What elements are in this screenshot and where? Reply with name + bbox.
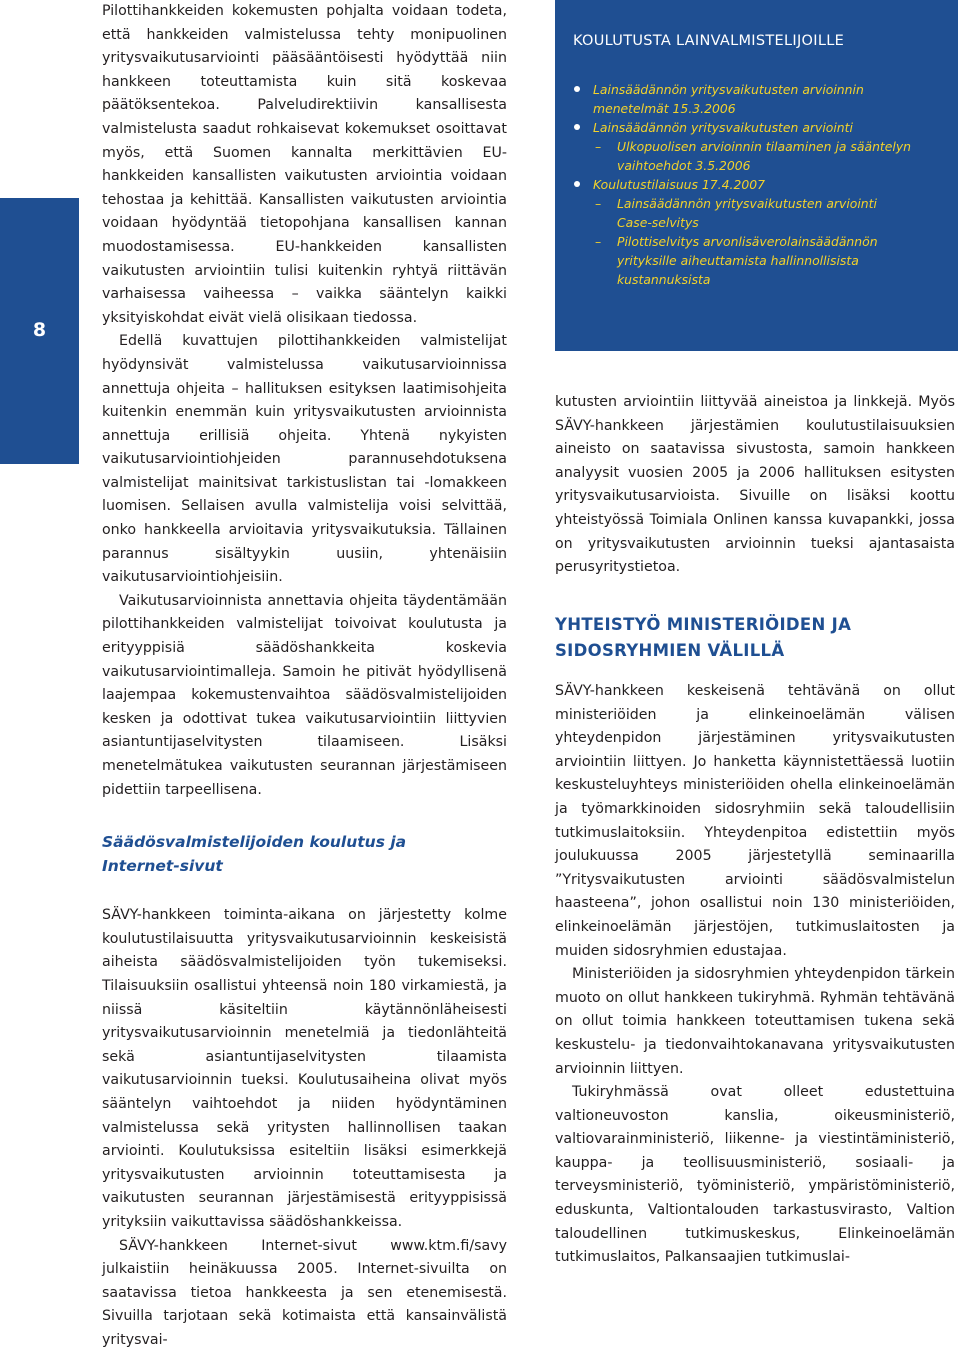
left-column [102,0,507,1352]
bullet-icon [574,181,580,187]
right-column-top [555,391,955,580]
bullet-icon [574,124,580,130]
infobox-title: KOULUTUSTA LAINVALMISTELIJOILLE [573,30,944,52]
dash-icon: – [595,232,601,251]
right-paragraph-4: Tukiryhmässä ovat olleet edustettuina valtioneuvoston kanslia, oikeusministeriö, valtiovarainministeriö, liikenne- ja viestintäministeriö, kauppa- ja teollisuusministeriö, sosiaali- ja terveysministeriö, työministeriö, ympäristöministeriö, eduskunta, Valtiontalouden tarkastusvirasto, Valtion taloudellinen tutkimuskeskus, Elinkeinoelämän tutkimuslaitos, Palkansaajien tutkimuslai- [555,1081,955,1270]
training-list [573,80,944,289]
section-subheading [102,830,507,878]
dash-icon: – [595,137,601,156]
dash-icon: – [595,194,601,213]
bullet-icon [574,86,580,92]
section-heading [555,612,955,664]
training-infobox [555,0,958,351]
heading-line-1: YHTEISTYÖ MINISTERIÖIDEN JA [555,612,955,638]
left-paragraph-3: Vaikutusarvioinnista annettavia ohjeita täydentämään pilottihankkeiden valmistelijat toivoivat koulutusta ja erityyppisiä säädöshankkeita koskevia vaikutusarviointimalleja. Samoin he pitivät hyödyllisenä laajempaa kokemustenvaihtoa säädösvalmistelijoiden kesken ja odottivat tukea vaikutusarviointiin liittyvien asiantuntijaselvitysten tilaamiseen. Lisäksi menetelmätukea vaikutusten seurannan järjestämiseen pidettiin tarpeellisena. [102,590,507,802]
list-item: Lainsäädännön yritysvaikutusten arviointi – Ulkopuolisen arvioinnin tilaaminen ja sääntelyn vaihtoehdot 3.5.2006 [573,118,944,175]
subheading-line-2: Internet-sivut [102,854,507,878]
list-item: Lainsäädännön yritysvaikutusten arvioinnin menetelmät 15.3.2006 [573,80,944,118]
page-number: 8 [0,318,79,342]
right-column-bottom [555,680,955,1270]
heading-line-2: SIDOSRYHMIEN VÄLILLÄ [555,638,955,664]
right-paragraph-3: Ministeriöiden ja sidosryhmien yhteydenpidon tärkein muoto on ollut hankkeen tukiryhmä. Ryhmän tehtävänä on ollut toimia hankkeen toteuttamisen tukena sekä keskustelu- ja tiedonvaihtokanavana yritysvaikutusten arvioinnin liittyen. [555,963,955,1081]
right-paragraph-2: SÄVY-hankkeen keskeisenä tehtävänä on ollut ministeriöiden ja elinkeinoelämän välisen yhteydenpidon järjestäminen yritysvaikutusten arviointiin liittyen. Jo hanketta käynnistettäessä luotiin keskusteluyhteys ministeriöiden ohella elinkeinoelämän ja työmarkkinoiden sidosryhmiin sekä taloudellisiin tutkimuslaitoksiin. Yhteydenpitoa edistettiin myös joulukuussa 2005 järjestetyllä seminaarilla ”Yritysvaikutusten arviointi säädösvalmistelun haasteena”, johon osallistui noin 130 ministeriöiden, elinkeinoelämän järjestöjen, tutkimuslaitosten ja muiden sidosryhmien edustajaa. [555,680,955,963]
left-paragraph-4: SÄVY-hankkeen toiminta-aikana on järjestetty kolme koulutustilaisuutta yritysvaikutusarvioinnin keskeisistä aiheista säädösvalmistelijoiden työn tukemiseksi. Tilaisuuksiin osallistui yhteensä noin 180 virkamiestä, ja niissä käsiteltiin käytännönläheisesti yritysvaikutusarvioinnin menetelmiä ja tiedonlähteitä sekä asiantuntijaselvitysten tilaamista vaikutusarvioinnin tueksi. Koulutusaiheina olivat myös sääntelyn vaihtoehdot ja niiden hyödyntäminen valmistelussa sekä yritysten hallinnollisen taakan arviointi. Koulutuksissa esiteltiin lisäksi esimerkkejä yritysvaikutusten arvioinnin toteuttamisesta ja vaikutusten seurannan järjestämisestä erityyppisissä yrityksiin vaikuttavissa säädöshankkeissa. [102,904,507,1234]
left-paragraph-5: SÄVY-hankkeen Internet-sivut www.ktm.fi/savy julkaistiin heinäkuussa 2005. Internet-sivuilta on saatavissa tietoa hankkeesta ja sen etenemisestä. Sivuilla tarjotaan sekä kotimaista että kansainvälistä yritysvai- [102,1235,507,1352]
subheading-line-1: Säädösvalmistelijoiden koulutus ja [102,830,507,854]
left-paragraph-1: Pilottihankkeiden kokemusten pohjalta voidaan todeta, että hankkeiden valmistelussa tehty monipuolinen yritysvaikutusarviointi pääsääntöisesti hyödyttää niin hankkeen toteuttamista kuin sitä koskevaa päätöksentekoa. Palveludirektiivin kansallisesta valmistelusta saadut rohkaisevat kokemukset osoittavat myös, että Suomen kannalta merkittävien EU-hankkeiden kansallisten vaikutusten arviointia voidaan tehostaa ja kehittää. Kansallisten vaikutusten arviointia voidaan hyödyntää tietopohjana kansallisen kannan muodostamisessa. EU-hankkeiden kansallisten vaikutusten arviointiin tulisi kuitenkin ryhtyä riittävän varhaisessa vaiheessa – vaikka sääntelyn kaikki yksityiskohdat eivät vielä olisikaan tiedossa. [102,0,507,330]
right-paragraph-1: kutusten arviointiin liittyvää aineistoa ja linkkejä. Myös SÄVY-hankkeen järjestämien koulutustilaisuuksien aineisto on saatavissa sivustosta, samoin hankkeen analyysit vuosien 2005 ja 2006 hallituksen esitysten yritysvaikutusarvioista. Sivuille on lisäksi koottu yhteistyössä Toimiala Onlinen kanssa kuvapankki, jossa on yritysvaikutusten arvioinnin tueksi ajantasaista perusyritystietoa. [555,391,955,580]
list-item: Koulutustilaisuus 17.4.2007 – Lainsäädännön yritysvaikutusten arviointi Case-selvitys – Pilottiselvitys arvonlisäverolainsäädännön yrityksille aiheuttamista hallinnollisista kustannuksista [573,175,944,289]
left-paragraph-2: Edellä kuvattujen pilottihankkeiden valmistelijat hyödynsivät valmistelussa vaikutusarvioinnissa annettuja ohjeita – hallituksen esityksen laatimisohjeita kuitenkin enemmän kuin yritysvaikutusten arvioinnista annettuja erillisiä ohjeita. Yhtenä nykyisten vaikutusarviointiohjeiden parannusehdotuksena valmistelijat mainitsivat tarkistuslistan tai -lomakkeen luomisen. Sellaisen avulla valmistelija voisi selvittää, onko hankkeella arvioitavia yritysvaikutuksia. Tällainen parannus sisältyykin uusiin, yhtenäisiin vaikutusarviointiohjeisiin. [102,330,507,590]
